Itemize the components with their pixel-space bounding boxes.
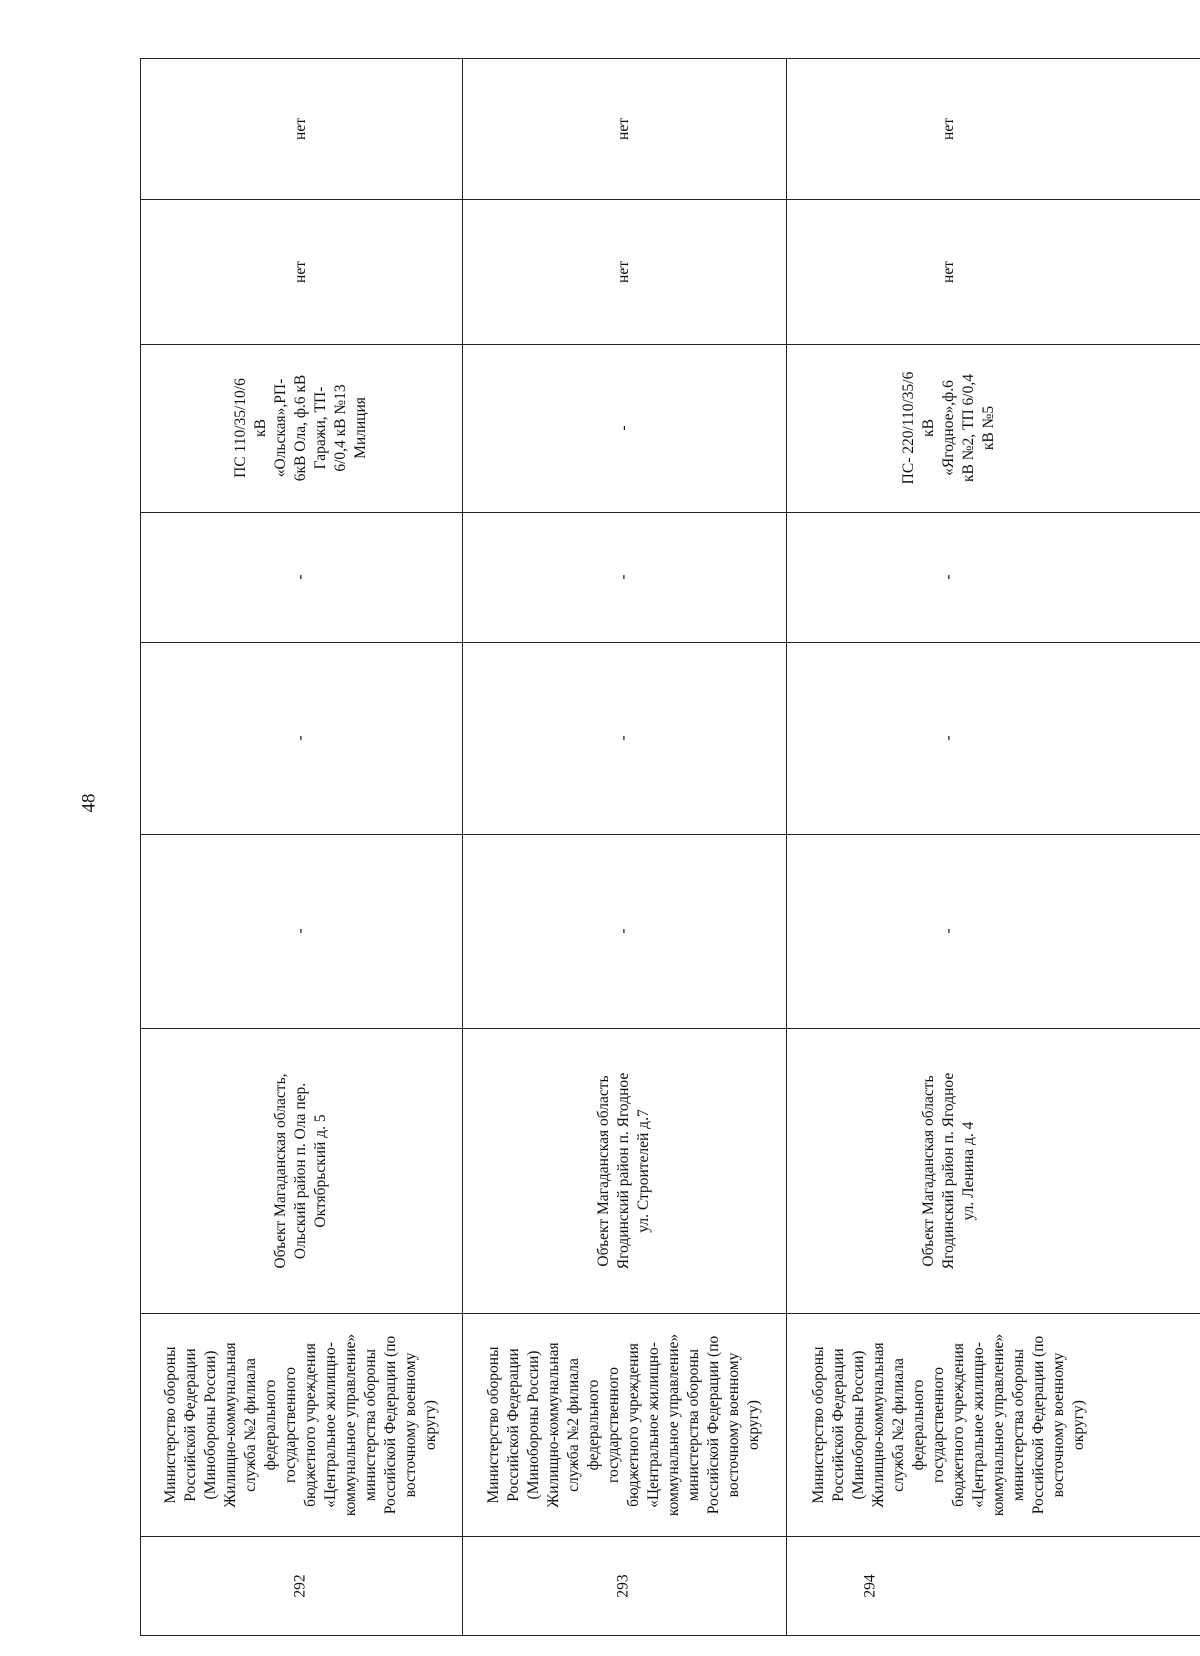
dash-value: - [291,574,309,580]
page-number: 48 [78,793,100,813]
no-value: нет [291,260,309,283]
dash-value: - [939,928,957,934]
row-number: 293 [615,1573,632,1598]
no-value: нет [291,117,309,140]
value-cell [786,642,1112,834]
value-cell [140,199,462,344]
owner-text: Министерство обороны Российской Федерации (Минобороны России) Жилищно-коммунальная служба №2 филиала федерального государственного бюджетного учреждения «Центральное жилищно- коммунальное управление» министерства обороны Российской Федерации (по восточному военному округу) [162,1333,439,1516]
dash-value: - [291,928,309,934]
address-text: Объект Магаданская область Ягодинский район п. Ягодное ул. Строителей д.7 [595,1072,652,1269]
no-value: нет [939,117,957,140]
substation-cell [140,344,462,512]
address-text: Объект Магаданская область Ягодинский район п. Ягодное ул. Ленина д. 4 [920,1072,977,1269]
substation-text: - [615,425,632,431]
row-number: 292 [292,1573,309,1598]
value-cell [140,642,462,834]
substation-cell [462,344,786,512]
substation-text: ПС- 220/110/35/6 кВ «Ягодное»,ф.6 кВ №2, ТП 6/0,4 кВ №5 [900,371,997,485]
dash-value: - [614,735,632,741]
address-cell [786,1028,1112,1313]
dash-value: - [614,928,632,934]
owner-cell [140,1313,462,1536]
no-value: нет [939,260,957,283]
value-cell [786,199,1112,344]
address-cell [140,1028,462,1313]
value-cell [140,834,462,1028]
value-cell [462,199,786,344]
address-text: Объект Магаданская область, Ольский район п. Ола пер. Октябрьский д. 5 [272,1072,329,1269]
value-cell [786,834,1112,1028]
owner-text: Министерство обороны Российской Федерации (Минобороны России) Жилищно-коммунальная служба №2 филиала федерального государственного бюджетного учреждения «Центральное жилищно- коммунальное управление» министерства обороны Российской Федерации (по восточному военному округу) [485,1333,762,1516]
row-number: 294 [861,1573,879,1598]
value-cell [140,512,462,642]
owner-text: Министерство обороны Российской Федерации (Минобороны России) Жилищно-коммунальная служба №2 филиала федерального государственного бюджетного учреждения «Центральное жилищно- коммунальное управление» министерства обороны Российской Федерации (по восточному военному округу) [810,1333,1087,1516]
substation-cell [786,344,1112,512]
value-cell [462,642,786,834]
objects-table [140,58,1200,1636]
value-cell [140,58,462,199]
dash-value: - [939,574,957,580]
dash-value: - [291,735,309,741]
owner-cell [462,1313,786,1536]
value-cell [462,834,786,1028]
dash-value: - [939,735,957,741]
no-value: нет [614,260,632,283]
value-cell [462,58,786,199]
address-cell [462,1028,786,1313]
value-cell [462,512,786,642]
value-cell [786,58,1112,199]
value-cell [786,512,1112,642]
dash-value: - [614,574,632,580]
table-border-bottom [140,1635,1200,1636]
no-value: нет [614,117,632,140]
substation-text: ПС 110/35/10/6 кВ «Ольская»,РП- 6кВ Ола, ф.6 кВ Гаражи, ТП- 6/0,4 кВ №13 Милиция [232,374,369,482]
owner-cell [786,1313,1112,1536]
